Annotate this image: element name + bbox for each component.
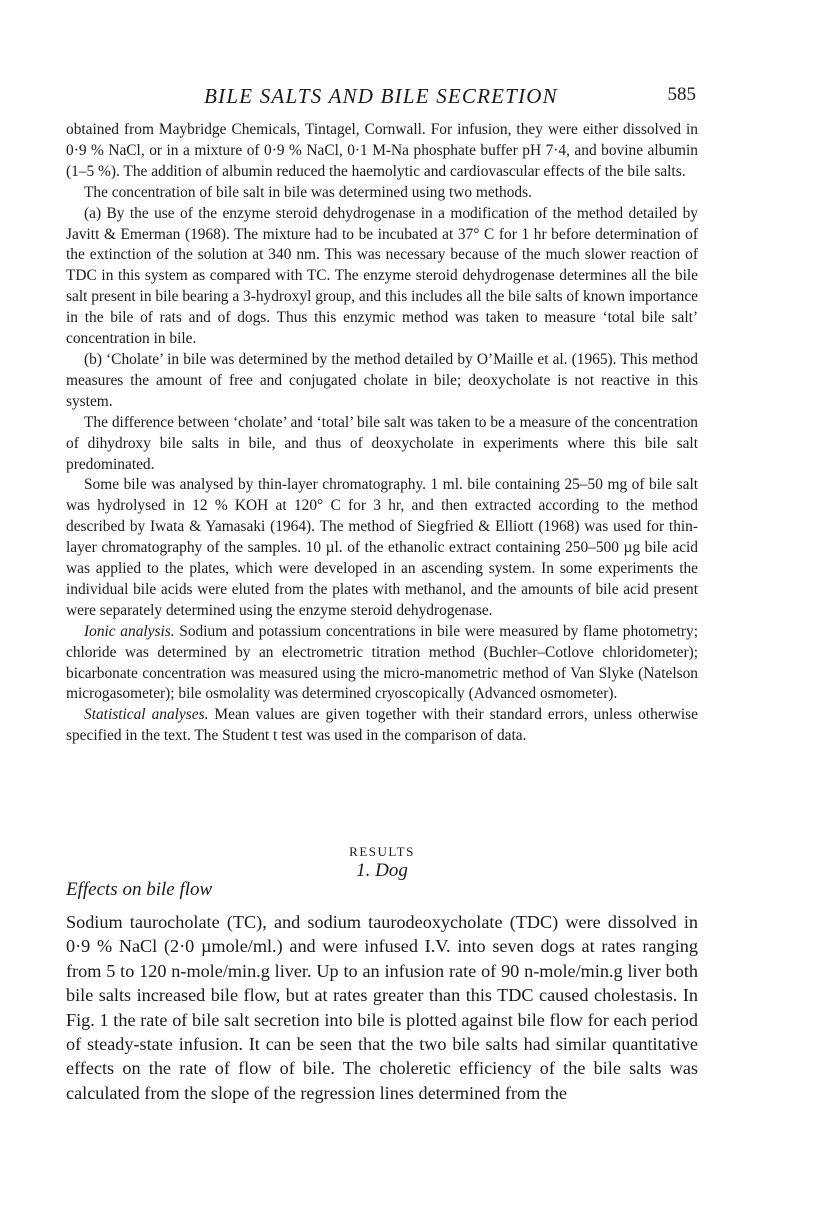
paragraph-bile-flow: Sodium taurocholate (TC), and sodium taurodeoxycholate (TDC) were dissolved in 0·9 % NaCl (2·0 µmole/ml.) and were infused I.V. into seven dogs at rates ranging from 5 to 120 n-mole/min.g liver. Up to an infusion rate of 90 n-mole/min.g liver both bile salts increased bile flow, but at rates greater than this TDC caused cholestasis. In Fig. 1 the rate of bile salt secretion into bile is plotted against bile flow for each period of steady-state infusion. It can be seen that the two bile salts had similar quantitative effects on the rate of flow of bile. The choleretic efficiency of the bile salts was calculated from the slope of the regression lines determined from the [66,912,698,1103]
bile-flow-subheading: Effects on bile flow [66,879,213,900]
ionic-analysis-text: Sodium and potassium concentrations in bile were measured by flame photometry; chloride was determined by an electrometric titration method (Buchler–Cotlove chloridometer); bicarbonate concentration was measured using the micro-manometric method of Van Slyke (Natelson microgasometer); bile osmolality was determined cryoscopically (Advanced osmometer). [66,622,698,703]
running-title: BILE SALTS AND BILE SECRETION [204,84,558,108]
dog-section-heading: 1. Dog [356,860,408,881]
paragraph-difference: The difference between ‘cholate’ and ‘total’ bile salt was taken to be a measure of the concentration of dihydroxy bile salts in bile, and thus of deoxycholate in experiments where this bile salt predominated. [66,413,698,473]
paragraph-method-a: (a) By the use of the enzyme steroid dehydrogenase in a modification of the method detailed by Javitt & Emerman (1968). The mixture had to be incubated at 37° C for 1 hr before determination of the extinction of the solution at 340 nm. This was necessary because of the much slower reaction of TDC in this system as compared with TC. The enzyme steroid dehydrogenase determines all the bile salt present in bile bearing a 3-hydroxyl group, and this includes all the bile salts of known importance in the bile of rats and of dogs. Thus this enzymic method was taken to measure ‘total bile salt’ concentration in bile. [66,204,698,348]
statistical-analyses-label: Statistical analyses. [84,706,209,724]
paragraph-thin-layer-chromatography: Some bile was analysed by thin-layer chromatography. 1 ml. bile containing 25–50 mg of bile salt was hydrolysed in 12 % KOH at 120° C for 3 hr, and then extracted according to the method described by Iwata & Yamasaki (1964). The method of Siegfried & Elliott (1968) was used for thin-layer chromatography of the samples. 10 µl. of the ethanolic extract containing 250–500 µg bile acid was applied to the plates, which were developed in an ascending system. In some experiments the individual bile acids were eluted from the plates with methanol, and the amounts of bile acid present were separately determined using the enzyme steroid dehydrogenase. [66,476,698,619]
paragraph-materials-continued: obtained from Maybridge Chemicals, Tintagel, Cornwall. For infusion, they were either dissolved in 0·9 % NaCl, or in a mixture of 0·9 % NaCl, 0·1 M-Na phosphate buffer pH 7·4, and bovine albumin (1–5 %). The addition of albumin reduced the haemolytic and cardiovascular effects of the bile salts. [66,121,698,180]
statistical-analyses-text: Mean values are given together with their standard errors, unless otherwise specified in the text. The Student t test was used in the comparison of data. [66,706,698,745]
paragraph-ionic-analysis [66,622,698,706]
methods-text [66,120,698,747]
results-heading: RESULTS [349,844,415,859]
ionic-analysis-label: Ionic analysis. [84,622,175,640]
paragraph-concentration: The concentration of bile salt in bile was determined using two methods. [84,183,532,201]
results-text [66,910,698,1105]
paragraph-method-b: (b) ‘Cholate’ in bile was determined by the method detailed by O’Maille et al. (1965). This method measures the amount of free and conjugated cholate in bile; deoxycholate is not reactive in this system. [66,350,698,410]
page-number: 585 [667,84,696,105]
paragraph-statistical-analyses [66,705,698,747]
page-header [66,84,696,112]
